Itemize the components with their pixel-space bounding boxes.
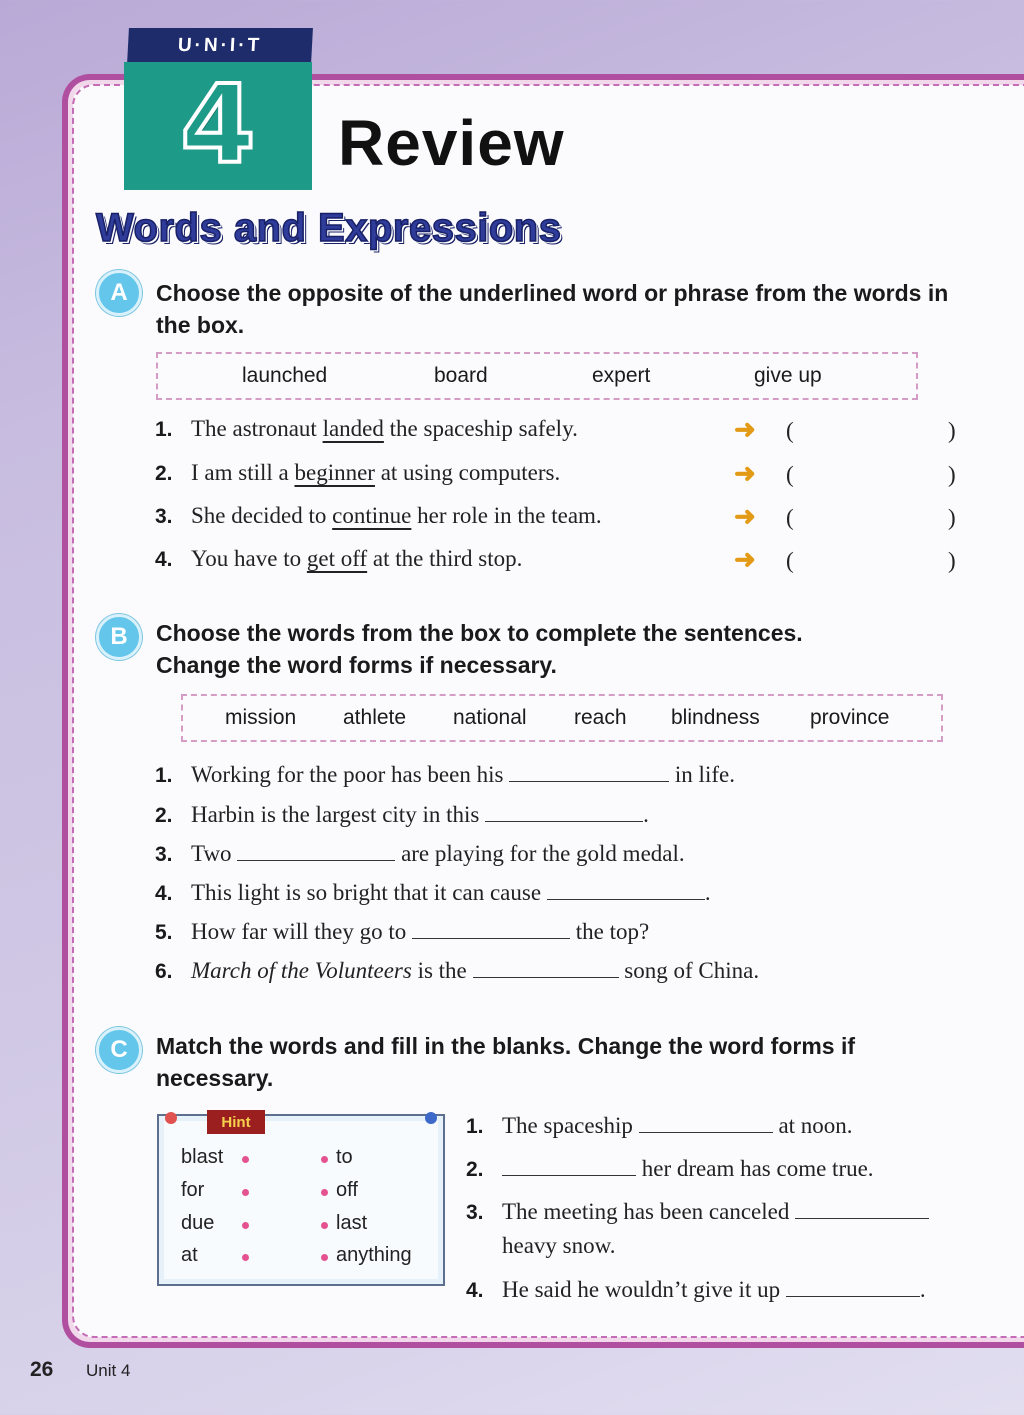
unit-label: U·N·I·T — [127, 28, 313, 64]
match-dot[interactable] — [242, 1222, 249, 1229]
question-number: 6. — [155, 960, 173, 983]
question-a-4 — [155, 546, 522, 572]
word-box-b — [181, 694, 943, 742]
match-dot[interactable] — [242, 1189, 249, 1196]
word-box-item: reach — [574, 706, 627, 729]
question-b-1 — [155, 761, 735, 788]
underlined-word: landed — [322, 416, 384, 441]
question-a-3 — [155, 503, 602, 529]
badge-a: A — [96, 270, 142, 316]
question-b-5 — [155, 918, 649, 945]
question-number: 2. — [466, 1158, 484, 1181]
question-text: at the third stop. — [367, 546, 523, 571]
question-text: the spaceship safely. — [383, 416, 578, 441]
question-c-1 — [466, 1112, 853, 1139]
answer-paren-open: ( — [786, 548, 794, 573]
question-text: Harbin is the largest city in this — [191, 802, 480, 827]
word-box-item: blindness — [671, 706, 760, 729]
pin-icon — [425, 1112, 437, 1124]
answer-paren-open: ( — [786, 505, 794, 530]
word-box-item: mission — [225, 706, 297, 729]
question-text: . — [919, 1277, 926, 1302]
hint-box — [157, 1114, 445, 1286]
arrow-icon: ➜ — [734, 458, 756, 488]
word-box-item: board — [434, 364, 488, 387]
word-box-item: expert — [592, 364, 651, 387]
hint-left-word: due — [181, 1212, 215, 1234]
question-text: The spaceship — [502, 1113, 633, 1138]
answer-paren-open: ( — [786, 462, 794, 487]
question-text: song of China. — [624, 958, 760, 983]
question-b-6 — [155, 957, 759, 984]
answer-blank[interactable] — [502, 1155, 636, 1176]
page-number: 26 — [30, 1358, 54, 1381]
unit-number: 4 — [180, 63, 256, 188]
match-dot[interactable] — [321, 1254, 328, 1261]
match-dot[interactable] — [321, 1222, 328, 1229]
hint-right-word: off — [336, 1179, 358, 1201]
word-box-item: launched — [242, 364, 328, 387]
section-heading: Words and Expressions — [96, 206, 562, 250]
unit-number-box — [124, 62, 312, 190]
answer-blank[interactable] — [547, 879, 705, 900]
question-number: 3. — [155, 843, 173, 866]
arrow-icon: ➜ — [734, 414, 756, 444]
underlined-word: continue — [332, 503, 412, 528]
question-text: She decided to — [191, 503, 333, 528]
question-number: 1. — [155, 764, 173, 787]
underlined-word: beginner — [294, 460, 375, 485]
hint-right-word: anything — [336, 1244, 412, 1266]
question-number: 5. — [155, 921, 173, 944]
question-text: Working for the poor has been his — [191, 762, 504, 787]
question-number: 4. — [466, 1279, 484, 1302]
hint-left-word: for — [181, 1179, 205, 1201]
answer-blank[interactable] — [639, 1112, 773, 1133]
answer-paren-close: ) — [948, 505, 956, 530]
answer-paren-close: ) — [948, 418, 956, 443]
question-number: 1. — [466, 1115, 484, 1138]
pin-icon — [165, 1112, 177, 1124]
question-text: in life. — [674, 762, 735, 787]
hint-left-word: blast — [181, 1146, 224, 1168]
instruction-line: Change the word forms if necessary. — [156, 652, 557, 678]
word-box-a — [156, 352, 918, 400]
question-number: 3. — [155, 505, 173, 528]
match-dot[interactable] — [321, 1189, 328, 1196]
question-a-1 — [155, 416, 578, 442]
hint-right-word: to — [336, 1146, 353, 1168]
question-text: You have to — [191, 546, 307, 571]
question-text: How far will they go to — [191, 919, 407, 944]
question-text: The astronaut — [191, 416, 323, 441]
question-text: her dream has come true. — [641, 1156, 874, 1181]
hint-right-word: last — [336, 1212, 368, 1234]
match-dot[interactable] — [242, 1156, 249, 1163]
hint-label: Hint — [207, 1110, 265, 1134]
question-text: her role in the team. — [411, 503, 602, 528]
question-text: . — [704, 880, 711, 905]
question-number: 3. — [466, 1201, 484, 1224]
question-text: The meeting has been canceled — [502, 1199, 790, 1224]
word-box-item: athlete — [343, 706, 407, 729]
question-c-2 — [466, 1155, 874, 1182]
question-text: . — [643, 802, 649, 827]
match-dot[interactable] — [242, 1254, 249, 1261]
question-number: 1. — [155, 418, 173, 441]
question-text: the top? — [575, 919, 650, 944]
answer-blank[interactable] — [795, 1198, 929, 1219]
answer-blank[interactable] — [485, 801, 643, 822]
instruction-line: Choose the words from the box to complete the sentences. — [156, 620, 803, 646]
arrow-icon: ➜ — [734, 501, 756, 531]
question-a-2 — [155, 460, 560, 486]
footer-unit: Unit 4 — [86, 1361, 131, 1380]
word-box-item: give up — [754, 364, 822, 387]
answer-blank[interactable] — [237, 840, 395, 861]
answer-blank[interactable] — [509, 761, 669, 782]
question-number: 4. — [155, 882, 173, 905]
answer-blank[interactable] — [473, 957, 619, 978]
answer-paren-open: ( — [786, 418, 794, 443]
instruction-a: Choose the opposite of the underlined word or phrase from the words in the box. — [156, 280, 949, 338]
question-text: are playing for the gold medal. — [401, 841, 685, 866]
answer-paren-close: ) — [948, 462, 956, 487]
question-b-2 — [155, 801, 649, 828]
badge-c: C — [96, 1027, 142, 1073]
instruction-c: Match the words and fill in the blanks. Change the word forms if necessary. — [156, 1033, 856, 1091]
match-dot[interactable] — [321, 1156, 328, 1163]
question-text: at noon. — [778, 1113, 853, 1138]
answer-blank[interactable] — [412, 918, 570, 939]
question-b-4 — [155, 879, 711, 906]
arrow-icon: ➜ — [734, 544, 756, 574]
underlined-word: get off — [306, 546, 368, 571]
question-text: is the — [411, 958, 467, 983]
question-c-3 — [466, 1198, 929, 1225]
word-box-item: province — [810, 706, 890, 729]
answer-blank[interactable] — [786, 1276, 920, 1297]
question-text: I am still a — [191, 460, 295, 485]
question-text: This light is so bright that it can cause — [191, 880, 542, 905]
question-number: 2. — [155, 462, 173, 485]
question-b-3 — [155, 840, 685, 867]
hint-left-word: at — [181, 1244, 198, 1266]
question-text: at using computers. — [374, 460, 561, 485]
question-number: 2. — [155, 804, 173, 827]
question-c-4 — [466, 1276, 926, 1303]
song-title: March of the Volunteers — [191, 958, 412, 983]
instruction-b — [156, 617, 976, 681]
question-text: He said he wouldn’t give it up — [502, 1277, 781, 1302]
word-box-item: national — [453, 706, 527, 729]
answer-paren-close: ) — [948, 548, 956, 573]
question-text: Two — [191, 841, 232, 866]
badge-b: B — [96, 614, 142, 660]
question-number: 4. — [155, 548, 173, 571]
page-title: Review — [338, 107, 565, 179]
question-c-3-continued: heavy snow. — [502, 1233, 616, 1258]
